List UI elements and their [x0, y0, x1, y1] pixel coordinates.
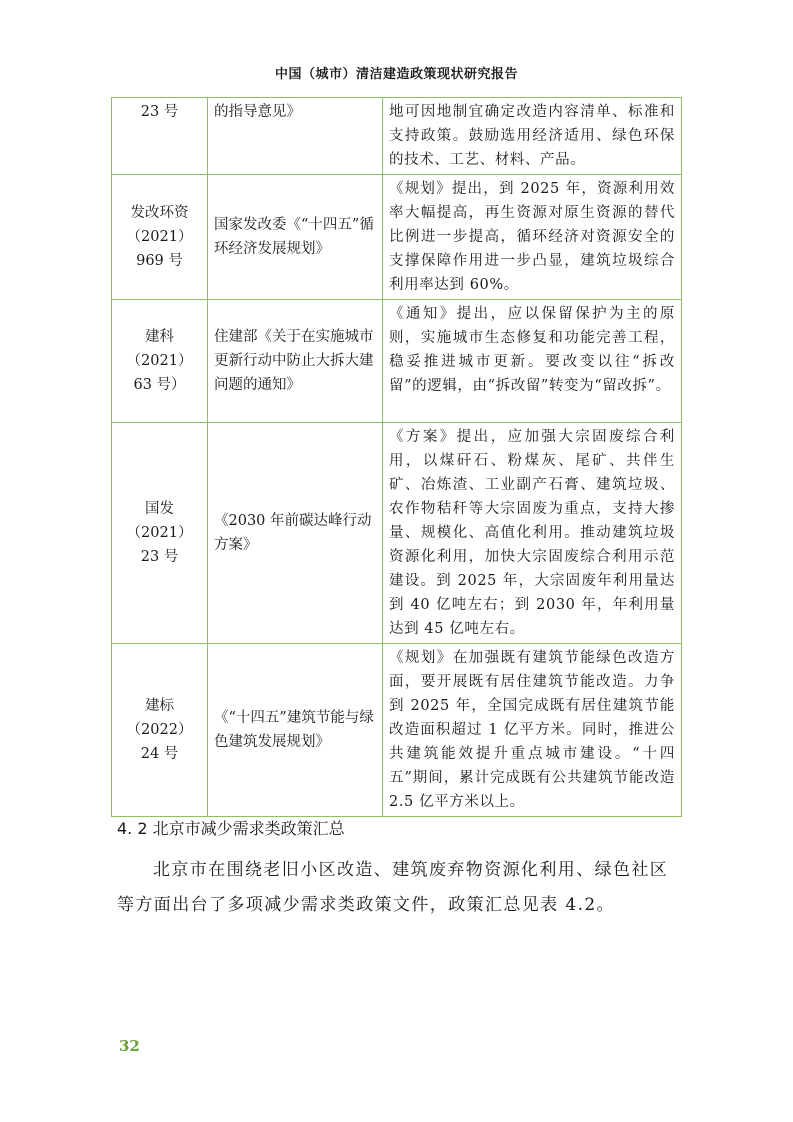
policy-name: 的指导意见》: [214, 104, 301, 120]
policy-content: 地可因地制宜确定改造内容清单、标准和支持政策。鼓励选用经济适用、绿色环保的技术、工艺、材料、产品。: [389, 104, 675, 168]
policy-name-cell: [208, 175, 383, 300]
page-header-title: 中国（城市）清洁建造政策现状研究报告: [274, 67, 518, 82]
policy-content-cell: [383, 98, 682, 175]
policy-content: 《规划》提出，到 2025 年，资源利用效率大幅提高，再生资源对原生资源的替代比例进一步提高，循环经济对资源安全的支撑保障作用进一步凸显，建筑垃圾综合利用率达到 60%。: [389, 181, 675, 293]
policy-content-cell: [383, 644, 682, 817]
policy-name: 国家发改委《“十四五”循环经济发展规划》: [214, 217, 374, 257]
doc-number-cell: [112, 175, 208, 300]
doc-number-line: （2022）: [126, 722, 193, 738]
doc-number-line: 国发: [145, 501, 174, 517]
policy-content: 《方案》提出，应加强大宗固废综合利用，以煤矸石、粉煤灰、尾矿、共伴生矿、冶炼渣、工业副产石膏、建筑垃圾、农作物秸秆等大宗固废为重点，支持大掺量、规模化、高值化利用。推动建筑垃圾资源化利用，加快大宗固废综合利用示范建设。到 2025 年，大宗固废年利用量达到 40 亿吨左右；到 2030 年，年利用量达到 45 亿吨左右。: [389, 429, 675, 637]
policy-content-cell: [383, 423, 682, 644]
doc-number-cell: [112, 98, 208, 175]
table-row: [112, 644, 682, 817]
doc-number-line: 969 号: [136, 253, 183, 269]
table-row: [112, 175, 682, 300]
body-paragraph: [117, 853, 682, 923]
section-heading: 4. 2 北京市减少需求类政策汇总: [117, 819, 345, 838]
policy-content: 《通知》提出，应以保留保护为主的原则，实施城市生态修复和功能完善工程，稳妥推进城市更新。要改变以往“拆改留”的逻辑，由“拆改留”转变为“留改拆”。: [389, 306, 675, 394]
policy-table: [111, 97, 682, 817]
table-row: [112, 423, 682, 644]
doc-number-cell: [112, 644, 208, 817]
policy-name-cell: [208, 644, 383, 817]
policy-content-cell: [383, 175, 682, 300]
doc-number-line: （2021）: [126, 525, 193, 541]
doc-number-cell: [112, 423, 208, 644]
doc-number-line: 建标: [145, 698, 174, 714]
policy-content: 《规划》在加强既有建筑节能绿色改造方面，要开展既有居住建筑节能改造。力争到 2025 年，全国完成既有居住建筑节能改造面积超过 1 亿平方米。同时，推进公共建筑能效提升重点城市建设。“十四五”期间，累计完成既有公共建筑节能改造 2.5 亿平方米以上。: [389, 650, 675, 810]
policy-content-cell: [383, 300, 682, 423]
policy-name-cell: [208, 423, 383, 644]
doc-number-line: 24 号: [140, 746, 179, 762]
policy-name: 《“十四五”建筑节能与绿色建筑发展规划》: [214, 710, 374, 750]
table-row: [112, 98, 682, 175]
doc-number-line: （2021）: [126, 229, 193, 245]
policy-name: 《2030 年前碳达峰行动方案》: [214, 513, 372, 553]
doc-number-line: 发改环资: [130, 205, 189, 221]
doc-number-cell: [112, 300, 208, 423]
policy-name-cell: [208, 98, 383, 175]
policy-name: 住建部《关于在实施城市更新行动中防止大拆大建问题的通知》: [214, 329, 374, 393]
doc-number-line: 63 号）: [133, 377, 186, 393]
table-row: [112, 300, 682, 423]
doc-number-line: 23 号: [140, 549, 179, 565]
doc-number-line: 建科: [145, 329, 174, 345]
doc-number-line: 23 号: [140, 104, 179, 120]
policy-name-cell: [208, 300, 383, 423]
paragraph-text: 北京市在围绕老旧小区改造、建筑废弃物资源化利用、绿色社区等方面出台了多项减少需求类政策文件，政策汇总见表 4.2。: [117, 860, 669, 915]
doc-number-line: （2021）: [126, 353, 193, 369]
page-number: 32: [119, 1037, 140, 1055]
